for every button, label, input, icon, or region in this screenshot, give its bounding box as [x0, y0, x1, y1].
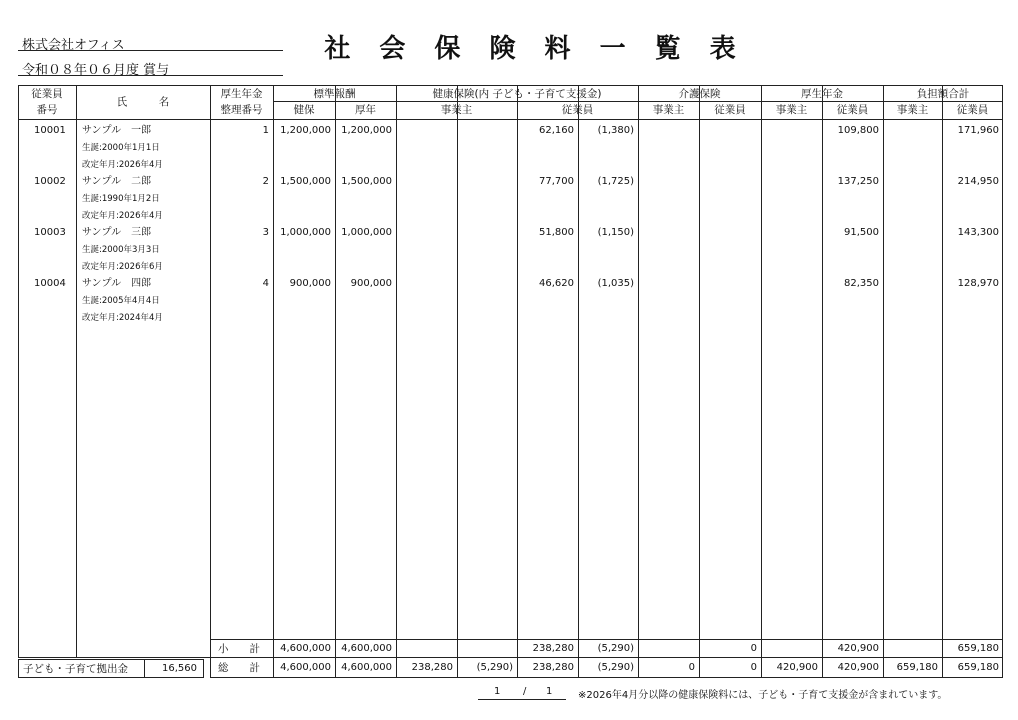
page-title: 社 会 保 険 料 一 覧 表 [324, 34, 746, 64]
employee-name: サンプル 一郎 [82, 125, 152, 136]
header-burden-employee: 従業員 [956, 104, 989, 116]
period-label: 令和０８年０６月度 賞与 [22, 63, 170, 78]
table-vline [942, 85, 943, 678]
health-employee-child-value: (1,380) [597, 125, 634, 136]
pension-number: 1 [262, 125, 269, 136]
subtotal-line [210, 639, 1003, 640]
grand-total-health-employee-child: (5,290) [597, 662, 634, 673]
table-vline [761, 85, 762, 678]
table-vline [578, 85, 579, 678]
header-emp-no-2: 番号 [36, 104, 58, 116]
std-health-value: 900,000 [289, 278, 331, 289]
health-employee-child-value: (1,725) [597, 176, 634, 187]
header-care: 介護保険 [678, 88, 721, 100]
subtotal-care-employee: 0 [750, 643, 757, 654]
std-pension-value: 1,000,000 [341, 227, 392, 238]
header-std-pension: 厚年 [355, 104, 376, 116]
subtotal-total-employee: 659,180 [957, 643, 999, 654]
header-bottom-line [18, 119, 1003, 120]
subtotal-health-employee: 238,280 [532, 643, 574, 654]
employee-revised: 改定年月:2026年4月 [82, 211, 163, 221]
header-emp-no-1: 従業員 [31, 88, 63, 100]
employee-name: サンプル 二郎 [82, 176, 152, 187]
footnote: ※2026年4月分以降の健康保険料には、子ども・子育て支援金が含まれています。 [578, 690, 948, 701]
std-pension-value: 1,200,000 [341, 125, 392, 136]
subtotal-label: 小 計 [218, 643, 260, 655]
subtotal-health-employee-child: (5,290) [597, 643, 634, 654]
pension-number: 2 [262, 176, 269, 187]
grand-total-health-employer: 238,280 [411, 662, 453, 673]
table-vline [883, 85, 884, 678]
table-vline [638, 85, 639, 678]
total-employee-value: 171,960 [957, 125, 999, 136]
grand-total-pension-employer: 420,900 [776, 662, 818, 673]
employee-number: 10001 [34, 125, 66, 136]
employee-birth: 生誕:1990年1月2日 [82, 194, 160, 204]
header-health: 健康保険(内 子ども・子育て支援金) [432, 88, 602, 100]
subtotal-std-health: 4,600,000 [280, 643, 331, 654]
table-vline [822, 85, 823, 678]
std-pension-value: 1,500,000 [341, 176, 392, 187]
total-employee-value: 128,970 [957, 278, 999, 289]
header-care-employee: 従業員 [714, 104, 746, 116]
employee-revised: 改定年月:2026年4月 [82, 160, 163, 170]
page-indicator [478, 686, 566, 700]
page-separator: / [523, 686, 527, 697]
health-employee-value: 51,800 [539, 227, 574, 238]
header-name: 氏 名 [116, 96, 170, 108]
page-total: 1 [546, 686, 553, 697]
employee-name: サンプル 三郎 [82, 227, 152, 238]
header-pension-no-1: 厚生年金 [220, 88, 263, 100]
header-burden: 負担額合計 [916, 88, 970, 100]
header-std-pay: 標準報酬 [313, 88, 356, 100]
employee-name: サンプル 四郎 [82, 278, 152, 289]
header-pension-no-2: 整理番号 [220, 104, 263, 116]
employee-number: 10002 [34, 176, 66, 187]
grand-total-pension-employee: 420,900 [837, 662, 879, 673]
grand-total-label: 総 計 [218, 662, 260, 674]
header-burden-employer: 事業主 [896, 104, 929, 116]
table-frame-right [210, 85, 1003, 678]
employee-revised: 改定年月:2024年4月 [82, 313, 163, 323]
total-employee-value: 214,950 [957, 176, 999, 187]
health-employee-child-value: (1,150) [597, 227, 634, 238]
grand-total-care-employee: 0 [750, 662, 757, 673]
grand-total-total-employer: 659,180 [896, 662, 938, 673]
std-health-value: 1,000,000 [280, 227, 331, 238]
grand-total-std-pension: 4,600,000 [341, 662, 392, 673]
std-pension-value: 900,000 [350, 278, 392, 289]
grand-total-total-employee: 659,180 [957, 662, 999, 673]
header-pension: 厚生年金 [801, 88, 843, 100]
health-employee-value: 62,160 [539, 125, 574, 136]
grand-total-care-employer: 0 [688, 662, 695, 673]
table-vline [210, 85, 211, 678]
child-levy-label: 子ども・子育て拠出金 [23, 663, 128, 675]
child-levy-box [18, 659, 204, 678]
pension-employee-value: 109,800 [837, 125, 879, 136]
employee-revised: 改定年月:2026年6月 [82, 262, 163, 272]
table-vline [396, 85, 397, 678]
grand-total-health-employee: 238,280 [532, 662, 574, 673]
employee-number: 10003 [34, 227, 66, 238]
employee-birth: 生誕:2005年4月4日 [82, 296, 160, 306]
table-vline [273, 85, 274, 678]
header-health-employee: 従業員 [561, 104, 594, 116]
total-employee-value: 143,300 [957, 227, 999, 238]
header-std-health: 健保 [293, 104, 315, 116]
page-underline [478, 699, 566, 700]
std-health-value: 1,200,000 [280, 125, 331, 136]
table-vline [699, 85, 700, 678]
employee-birth: 生誕:2000年1月1日 [82, 143, 160, 153]
health-employee-value: 77,700 [539, 176, 574, 187]
pension-number: 4 [262, 278, 269, 289]
employee-birth: 生誕:2000年3月3日 [82, 245, 160, 255]
company-name: 株式会社オフィス [22, 38, 125, 53]
grand-total-health-employer-child: (5,290) [476, 662, 513, 673]
health-employee-child-value: (1,035) [597, 278, 634, 289]
child-levy-divider [144, 660, 145, 677]
page-current: 1 [494, 686, 501, 697]
grand-total-std-health: 4,600,000 [280, 662, 331, 673]
std-health-value: 1,500,000 [280, 176, 331, 187]
header-health-employer: 事業主 [440, 104, 473, 116]
pension-employee-value: 91,500 [844, 227, 879, 238]
table-vline [335, 85, 336, 678]
health-employee-value: 46,620 [539, 278, 574, 289]
header-care-employer: 事業主 [652, 104, 685, 116]
pension-number: 3 [262, 227, 269, 238]
header-pension-employee: 従業員 [836, 104, 869, 116]
subtotal-std-pension: 4,600,000 [341, 643, 392, 654]
table-vline [457, 85, 458, 678]
subtotal-pension-employee: 420,900 [837, 643, 879, 654]
pension-employee-value: 82,350 [844, 278, 879, 289]
header-pension-employer: 事業主 [775, 104, 808, 116]
table-vline [76, 85, 77, 658]
employee-number: 10004 [34, 278, 66, 289]
table-vline [517, 85, 518, 678]
child-levy-value: 16,560 [162, 663, 197, 674]
pension-employee-value: 137,250 [837, 176, 879, 187]
